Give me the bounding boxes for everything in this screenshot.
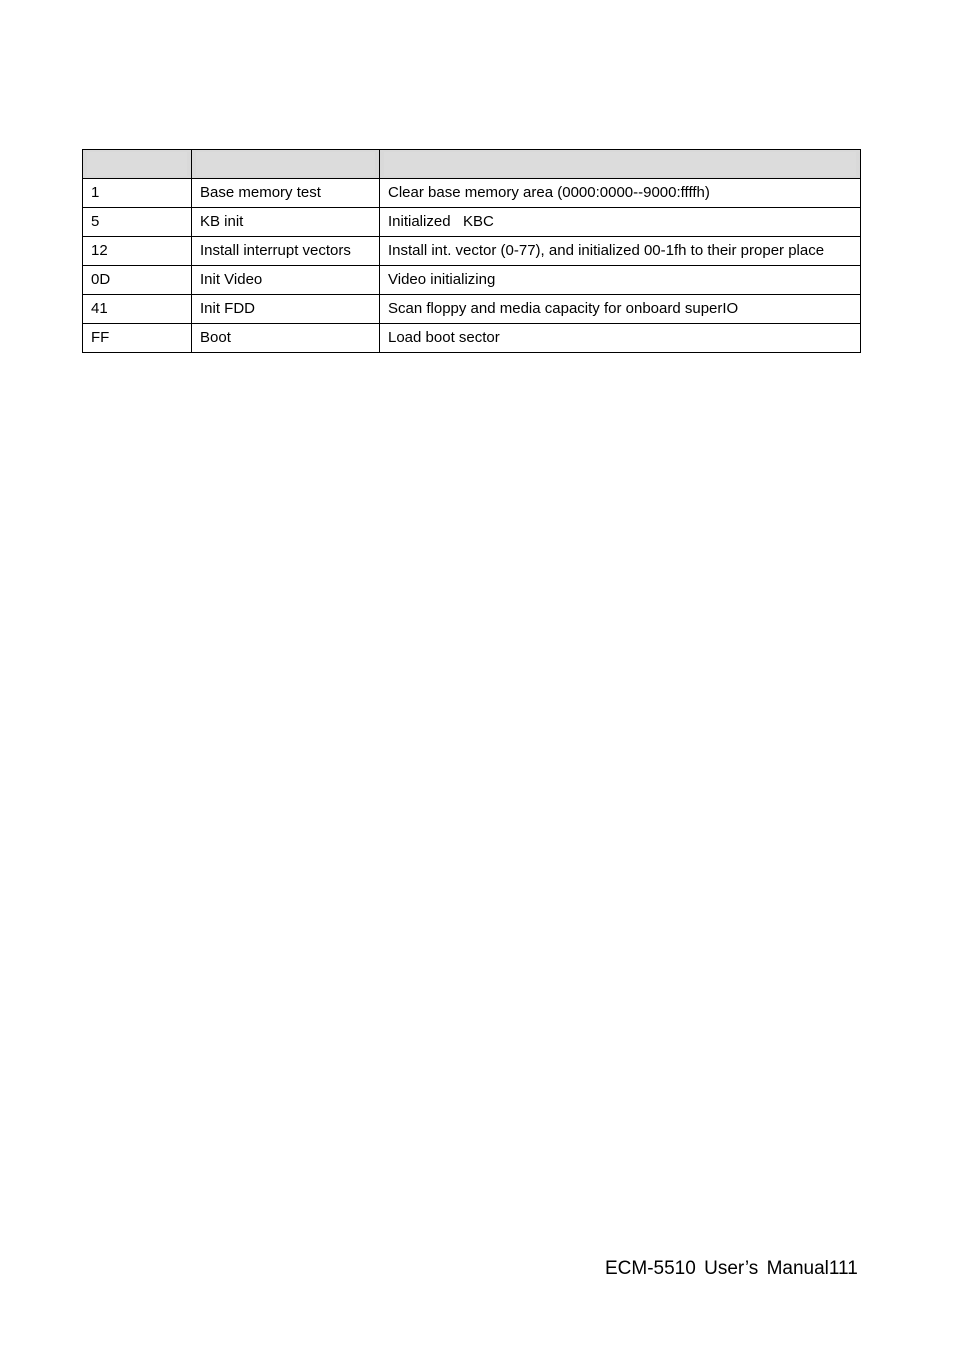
cell-description: Initialized KBC [380, 208, 861, 237]
cell-description: Clear base memory area (0000:0000--9000:ffffh) [380, 179, 861, 208]
table-row [83, 179, 861, 208]
table-header-row [83, 150, 861, 179]
cell-name: Init Video [192, 266, 380, 295]
cell-description: Scan floppy and media capacity for onboard superIO [380, 295, 861, 324]
cell-description: Load boot sector [380, 324, 861, 353]
cell-name: Base memory test [192, 179, 380, 208]
cell-code: 41 [83, 295, 192, 324]
cell-code: 1 [83, 179, 192, 208]
page-footer [605, 1258, 865, 1280]
table-row [83, 237, 861, 266]
cell-code: 5 [83, 208, 192, 237]
header-cell-name [192, 150, 380, 179]
cell-code: FF [83, 324, 192, 353]
cell-code: 0D [83, 266, 192, 295]
table-row [83, 208, 861, 237]
cell-description: Video initializing [380, 266, 861, 295]
table-row [83, 266, 861, 295]
table-row [83, 324, 861, 353]
cell-name: Install interrupt vectors [192, 237, 380, 266]
cell-description: Install int. vector (0-77), and initialized 00-1fh to their proper place [380, 237, 861, 266]
header-cell-code [83, 150, 192, 179]
post-code-table [82, 149, 861, 353]
footer-page-number: 111 [828, 1258, 858, 1279]
table-row [83, 295, 861, 324]
cell-name: KB init [192, 208, 380, 237]
cell-code: 12 [83, 237, 192, 266]
header-cell-description [380, 150, 861, 179]
cell-name: Boot [192, 324, 380, 353]
footer-manual-title: ECM-5510 User’s Manual [605, 1258, 829, 1279]
cell-name: Init FDD [192, 295, 380, 324]
